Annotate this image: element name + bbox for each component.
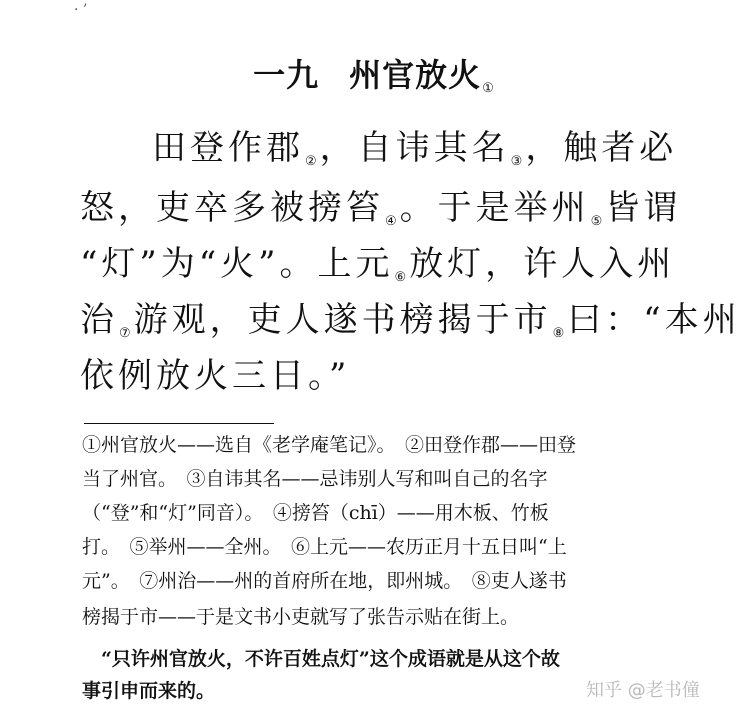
- footnote-divider: [84, 423, 274, 424]
- body-text-segment: 治: [80, 300, 118, 340]
- footnote-marker: ⑦: [119, 326, 131, 341]
- title-text: 州官放火: [349, 56, 482, 94]
- footnote-line: 榜揭于市——于是文书小吏就写了张告示贴在街上。: [82, 606, 520, 628]
- footnote-marker: ④: [385, 214, 397, 229]
- page-title: [0, 50, 748, 96]
- body-text-segment: 放灯，许人入州: [409, 244, 676, 284]
- footnote-marker: ⑤: [590, 214, 603, 229]
- footnote-marker: ⑥: [394, 270, 407, 285]
- footnote-marker: ③: [510, 154, 523, 169]
- body-text-segment: 依例放火三日。”: [80, 356, 351, 396]
- body-text-segment: 皆谓: [605, 188, 682, 228]
- body-line: [80, 244, 675, 298]
- footnote-marker: ②: [305, 154, 317, 169]
- body-line: [80, 300, 741, 354]
- title-note-marker: ①: [482, 81, 495, 96]
- body-text-segment: ，自讳其名: [319, 128, 510, 168]
- body-line: [80, 356, 350, 396]
- title-number: 一九: [253, 56, 320, 94]
- scan-specks: · ’: [74, 2, 88, 18]
- body-text-segment: ，触者必: [525, 128, 678, 168]
- footnote-line: ①州官放火——选自《老学庵笔记》。 ②田登作郡——田登: [82, 434, 577, 456]
- footnote-line: 元”。 ⑦州治——州的首府所在地，即州城。 ⑧吏人遂书: [82, 570, 567, 592]
- footnote-line: 事引申而来的。: [82, 680, 216, 702]
- footnote-line: （“登”和“灯”同音）。 ④搒笞（chī）——用木板、竹板: [82, 502, 549, 524]
- footnote-line: “只许州官放火，不许百姓点灯”这个成语就是从这个故: [82, 648, 560, 670]
- body-text-segment: 怒，吏卒多被搒笞: [80, 188, 384, 228]
- body-line: [152, 128, 677, 182]
- footnote-line: 当了州官。 ③自讳其名——忌讳别人写和叫自己的名字: [82, 468, 548, 490]
- body-line: [80, 188, 681, 242]
- footnote-marker: ⑧: [552, 326, 565, 341]
- watermark: 知乎 @老书僮: [586, 680, 700, 701]
- body-text-segment: 田登作郡: [152, 128, 304, 168]
- footnote-line: 打。 ⑤举州——全州。 ⑥上元——农历正月十五日叫“上: [82, 536, 567, 558]
- body-text-segment: “灯”为“火”。上元: [80, 244, 394, 284]
- body-text-segment: 曰：“本州: [567, 300, 741, 340]
- body-text-segment: 游观，吏人遂书榜揭于市: [133, 300, 552, 340]
- body-text-segment: 。于是举州: [399, 188, 590, 228]
